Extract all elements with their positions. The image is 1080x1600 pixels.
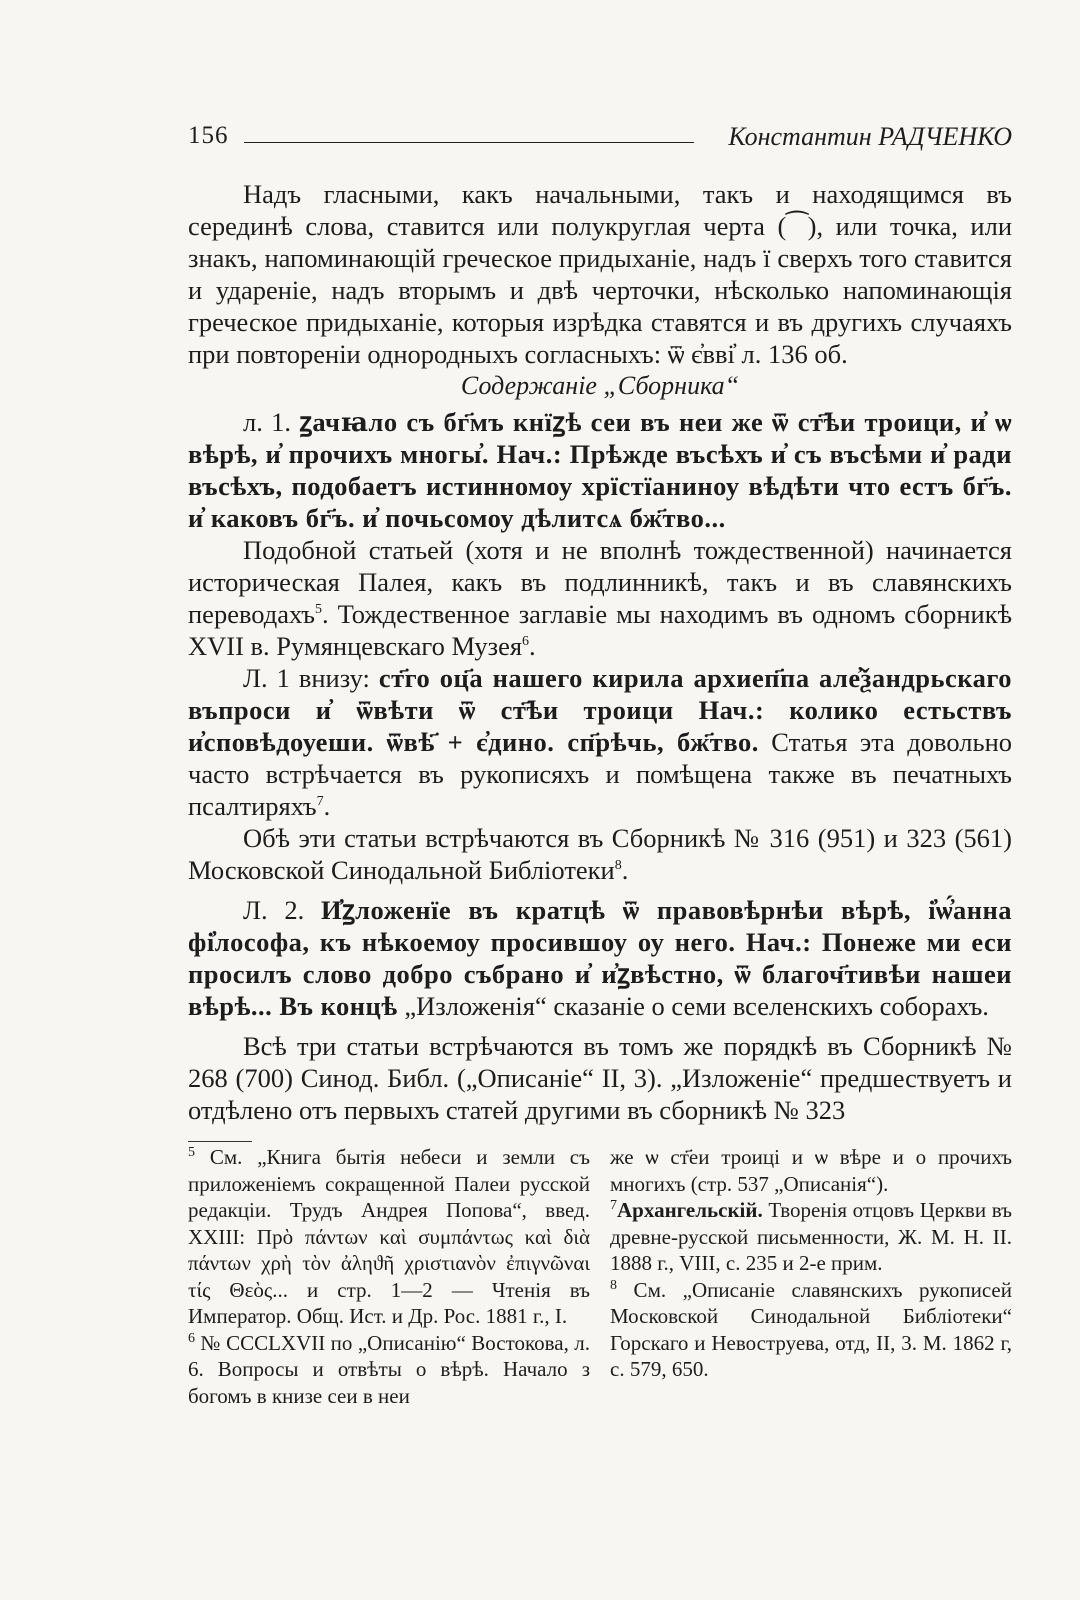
paragraph-3 [188,534,1012,662]
paragraph-2 [188,406,1012,534]
footnote-text: См. „Книга бытія небеси и земли съ приложеніемъ сокращенной Палеи русской редакціи. Трудъ Андрея Попова“, введ. XXIII: Прὸ πάντων καὶ συμπάντως καὶ διὰ πάντων χρὴ τὸν ἀληϑῆ χριστιανὸν ἐπιγνῶναι τίς Θεὸς... и стр. 1—2 — Чтенія въ Император. Общ. Ист. и Др. Рос. 1881 г., I. [188,1145,590,1328]
footnote-7 [610,1197,1012,1277]
footnote-column-left [188,1144,590,1409]
paragraph-5-end: . [621,855,629,885]
section-subtitle: Содержаніе „Сборника“ [460,371,740,400]
paragraph-4 [188,662,1012,822]
paragraph-3-end: . [529,631,536,661]
paragraph-6 [188,894,1012,1022]
footnote-ref-6: 6 [522,634,530,650]
paragraph-6-text: „Изложенія“ сказаніе о семи вселенскихъ соборахъ. [404,991,989,1021]
footnote-8 [610,1277,1012,1383]
paragraph-5 [188,822,1012,886]
page-number: 156 [188,122,229,149]
church-slavonic-quote: ст҃го оц҃а нашего кирила архиеп҃па але҆ѯандрьскаго въпроси и҆ ѿвѣти ѿ ст҃ѣи троици Нач.: колико естьствъ и҆сповѣдоуеши. ѿвѣ҃ + є҆дино. сп҃рѣчь, бж҃тво. [188,663,1013,757]
running-title: Константин РАДЧЕНКО [728,122,1012,151]
footnote-text: См. „Описаніе славянскихъ рукописей Московской Синодальной Библіотеки“ Горскаго и Невоструева, отд, II, 3. М. 1862 г, с. 579, 650. [610,1277,1012,1381]
leaf-reference: Л. 1 внизу: [243,663,370,693]
footnote-number: 5 [188,1145,195,1160]
church-slavonic-quote: ꙁачꙗло съ бг҃мъ кнїꙁѣ сеи въ неи же ѿ ст҃ѣи троици, и҆ ѡ вѣрѣ, и҆ прочихъ многы҆. Нач.: Прѣжде въсѣхъ и҆ съ въсѣми и҆ ради въсѣхъ, подобаетъ истинномоу хрїстїаниноу вѣдѣти что естъ бг҃ъ. и҆ каковъ бг҃ъ. и҆ почьсомоу дѣлитсѧ бж҃тво... [188,407,1012,533]
footnote-rule [188,1141,252,1142]
footnote-5 [188,1144,590,1330]
footnote-column-right [610,1144,1012,1409]
footnote-ref-5: 5 [314,602,322,618]
footnote-6 [188,1330,590,1410]
footnote-author: Архангельскій. [617,1198,763,1222]
main-text [188,178,1012,1126]
running-header [188,122,1012,158]
footnotes [188,1144,1012,1409]
paragraph-4-text: Статья эта довольно часто встрѣчается въ рукописяхъ и помѣщена также въ печатныхъ псалтиряхъ [188,727,1012,821]
paragraph-3-text-b: . Тождественное заглавіе мы находимъ въ одномъ сборникѣ XVII в. Румянцевскаго Музея [188,599,1012,661]
header-rule [244,142,694,143]
paragraph-4-end: . [323,791,331,821]
church-slavonic-quote: И҆ꙁложенїе въ кратцѣ ѿ правовѣрнѣи вѣрѣ, і҆ѡ҆́анна фі҆лософа, къ нѣкоемоу просившоу оу него. Нач.: Понеже ми еси просилъ слово добро събрано и҆ и҆ꙁвѣстно, ѿ благоч҃тивѣи нашеи вѣрѣ... Въ концѣ [188,895,1013,1021]
footnote-number: 7 [610,1198,617,1213]
footnote-text: № CCCLXVII по „Описанію“ Востокова, л. 6. Вопросы и отвѣты о вѣрѣ. Начало з богомъ в книзе сеи в неи [188,1330,590,1408]
paragraph-7: Всѣ три статьи встрѣчаются въ томъ же порядкѣ въ Сборникѣ № 268 (700) Синод. Библ. („Описаніе“ II, 3). „Изложеніе“ предшествуетъ и отдѣлено отъ первыхъ статей другими въ сборникѣ № 323 [188,1031,1012,1125]
leaf-reference: л. 1. [243,407,292,437]
footnote-number: 8 [610,1277,617,1293]
paragraph-3-text: Подобной статьей (хотя и не вполнѣ тождественной) начинается историческая Палея, какъ въ подлинникѣ, такъ и въ славянскихъ переводахъ [188,535,1012,629]
paragraph-5-text: Обѣ эти статьи встрѣчаются въ Сборникѣ № 316 (951) и 323 (561) Московской Синодальной Библіотеки [188,823,1012,885]
footnote-6-continued: же ѡ ст҃еи троиці и ѡ вѣре и о прочихъ многихъ (стр. 537 „Описанія“). [610,1145,1012,1196]
paragraph-1: Надъ гласными, какъ начальными, такъ и находящимся въ серединѣ слова, ставится или полукруглая черта (⁀), или точка, или знакъ, напоминающій греческое придыханіе, надъ ї сверхъ того ставится и удареніе, надъ вторымъ и двѣ черточки, нѣсколько напоминающія греческое придыханіе, которыя изрѣдка ставятся и въ другихъ случаяхъ при повтореніи однородныхъ согласныхъ: ѿ є҆вві҆ л. 136 об. [188,179,1012,369]
footnote-ref-7: 7 [316,794,324,810]
leaf-reference: Л. 2. [243,895,305,925]
footnote-number: 6 [188,1330,195,1346]
footnote-text: Творенія отцовъ Церкви въ древне-русской письменности, Ж. М. Н. II. 1888 г., VIII, с. 235 и 2-е прим. [610,1198,1012,1275]
footnote-ref-8: 8 [614,858,622,874]
